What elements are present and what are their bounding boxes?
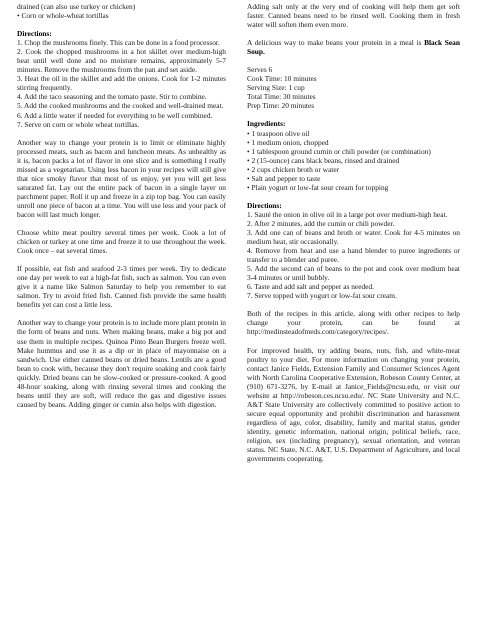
- direction-step: 3. Add one can of beans and broth or water. Cook for 4-5 minutes on medium heat, stir occasionally.: [247, 227, 460, 247]
- poultry-paragraph: Choose white meat poultry several times per week. Cook a lot of chicken or turkey at one time and freeze it to use throughout the week. Cook once – eat several times.: [17, 228, 226, 256]
- direction-step: 3. Heat the oil in the skillet and add the onions. Cook for 1-2 minutes stirring frequently.: [17, 74, 226, 93]
- fish-paragraph: If possible, eat fish and seafood 2-3 times per week. Try to dedicate one day per week to eat a high-fat fish, such as salmon. You can even give it a name like Salmon Saturday to help you remember to eat salmon. Try to avoid fried fish. Canned fish provide the same health benefits yet can cost a little less.: [17, 264, 226, 310]
- direction-step: 4. Add the taco seasoning and the tomato paste. Stir to combine.: [17, 92, 207, 102]
- direction-step: 6. Taste and add salt and pepper as needed.: [247, 282, 374, 292]
- beans-intro-paragraph: Adding salt only at the very end of cooking will help them get soft faster. Canned beans need to be rinsed well. Cooking them in fresh water will soften them even more.: [247, 2, 460, 30]
- ingredient-item: • 2 cups chicken broth or water: [247, 165, 460, 174]
- ingredient-item: • 1 tablespoon ground cumin or chili powder (or combination): [247, 147, 460, 156]
- recipe-info-line: Serves 6: [247, 65, 273, 75]
- right-column: [247, 2, 460, 463]
- ingredient-item: • 1 medium onion, chopped: [247, 138, 460, 147]
- direction-step: 2. Cook the chopped mushrooms in a hot skillet over medium-high heat until well done and no moisture remains, approximately 5-7 minutes. Remove the mushrooms from the pan and set aside.: [17, 47, 226, 75]
- directions-heading: Directions:: [17, 29, 52, 39]
- direction-step: 6. Add a little water if needed for everything to be well combined.: [17, 110, 213, 120]
- plant-protein-paragraph: Another way to change your protein is to include more plant protein in the form of beans and nuts. When making beans, make a big pot and use them in multiple recipes. Quinoa Pinto Bean Burgers freeze well. Make hummus and use it as a dip or in place of mayonnaise on a sandwich. Use either canned beans or dried beans. Lentils are a good bean to cook with, because they don't require soaking and cook fairly quickly. Dried beans can be slow-cooked or pressure-cooked. A good 48-hour soaking, along with rinsing several times and cooking the beans until they are soft, will reduce the gas and digestive issues caused by beans. Adding ginger or cumin also helps with digestion.: [17, 318, 226, 409]
- ingredient-line: drained (can also use turkey or chicken): [17, 2, 136, 11]
- direction-step: 7. Serve topped with yogurt or low-fat sour cream.: [247, 291, 397, 301]
- direction-step: 1. Sauté the onion in olive oil in a large pot over medium-high heat.: [247, 209, 448, 219]
- left-column: [17, 2, 226, 409]
- direction-step: 4. Remove from heat and use a hand blender to puree ingredients or transfer to a blender and puree.: [247, 246, 460, 265]
- recipe-info-line: Cook Time: 10 minutes: [247, 74, 317, 84]
- ingredient-item: • 1 teaspoon olive oil: [247, 129, 460, 138]
- ingredient-item: • Salt and pepper to taste: [247, 174, 460, 183]
- direction-step: 1. Chop the mushrooms finely. This can be done in a food processor.: [17, 38, 220, 48]
- recipe-info-line: Total Time: 30 minutes: [247, 92, 316, 102]
- recipe-info-line: Serving Size: 1 cup: [247, 83, 305, 93]
- recipes-link-paragraph: Both of the recipes in this article, along with other recipes to help change your protein, can be found at http://medinsteadofmeds.com/category/recipes/.: [247, 309, 460, 337]
- direction-step: 5. Add the cooked mushrooms and the cooked and well-drained meat.: [17, 101, 224, 111]
- recipe-intro-text: A delicious way to make beans your protein in a meal is: [247, 38, 425, 48]
- contact-paragraph: For improved health, try adding beans, nuts, fish, and white-meat poultry to your diet. For more information on changing your protein, contact Janice Fields, Extension Family and Consumer Sciences Agent with North Carolina Cooperative Extension, Robeson County Center, at (910) 671-3276, by E-mail at Janice_Fields@ncsu.edu, or visit our website at http://robeson.ces.ncsu.edu/. NC State University and N.C. A&T State University are collectively committed to positive action to secure equal opportunity and prohibit discrimination and harassment regardless of age, color, disability, family and marital status, gender identity, genetic information, national origin, political beliefs, race, religion, sex (including pregnancy), sexual orientation, and veteran status. NC State, N.C. A&T, U.S. Department of Agriculture, and local governments cooperating.: [247, 345, 460, 464]
- recipe-intro: [247, 38, 460, 56]
- recipe-name: Black Sean Soup.: [247, 38, 460, 57]
- directions-heading: Directions:: [247, 200, 282, 210]
- ingredients-heading: Ingredients:: [247, 119, 286, 129]
- bacon-paragraph: Another way to change your protein is to limit or eliminate highly processed meats, such as bacon and luncheon meats. As unhealthy as it is, bacon packs a lot of flavor in one slice and is something I really missed as a vegetarian. Using less bacon in your recipes will still give that nice smoky flavor that most of us enjoy, yet you will get less saturated fat. Lay out the entire pack of bacon in a single layer on parchment paper. Roll it up and freeze in a zip top bag. You can easily unroll one piece of bacon at a time. You will use less and your pack of bacon will last much longer.: [17, 137, 226, 219]
- ingredient-item: • Plain yogurt or low-fat sour cream for topping: [247, 183, 460, 192]
- ingredient-item: • 2 (15-ounce) cans black beans, rinsed and drained: [247, 156, 460, 165]
- ingredient-line: • Corn or whole-wheat tortillas: [17, 11, 226, 20]
- direction-step: 5. Add the second can of beans to the pot and cook over medium heat 3-4 minutes or until bubbly.: [247, 264, 460, 283]
- direction-step: 2. After 2 minutes, add the cumin or chili powder.: [247, 218, 395, 228]
- direction-step: 7. Serve on corn or whole wheat tortillas.: [17, 119, 140, 129]
- recipe-info-line: Prep Time: 20 minutes: [247, 101, 315, 111]
